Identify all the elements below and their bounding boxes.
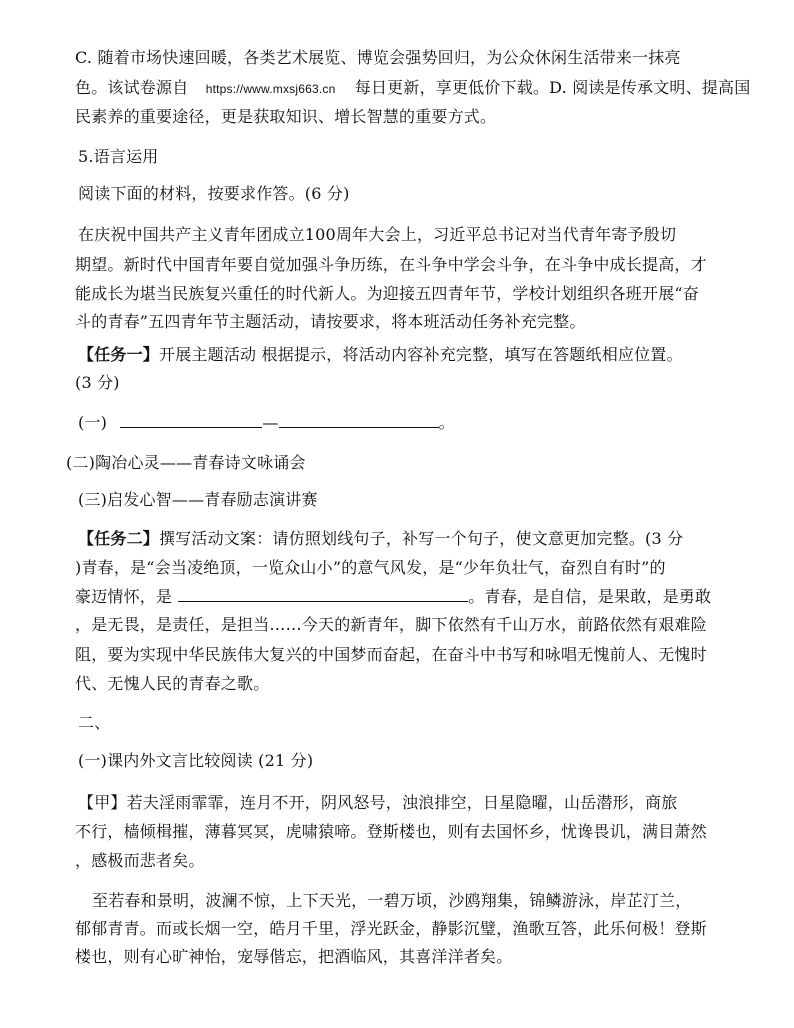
task-1-line — [78, 345, 683, 365]
passage-jia-line-3: ，感极而悲者矣。 — [75, 851, 205, 870]
passage-jia-line-6: 楼也，则有心旷神怡，宠辱偕忘，把酒临风，其喜洋洋者矣。 — [75, 947, 513, 966]
material-line-1: 在庆祝中国共产主义青年团成立100周年大会上，习近平总书记对当代青年寄予殷切 — [78, 225, 677, 244]
answer-blank-activity[interactable] — [279, 413, 439, 428]
task-1-label: 【任务一】 — [78, 345, 160, 364]
option-d-line: 民素养的重要途径，更是获取知识、增长智慧的重要方式。 — [75, 107, 497, 126]
activity-item-1-dash: — — [262, 413, 279, 432]
activity-item-1-end: 。 — [438, 413, 455, 432]
passage-jia-line-1: 【甲】若夫淫雨霏霏，连月不开，阴风怒号，浊浪排空，日星隐曜，山岳潜形，商旅 — [78, 793, 678, 812]
option-c-text: 色。该试卷源自 — [75, 78, 189, 97]
material-line-4: 斗的青春”五四青年节主题活动，请按要求，将本班活动任务补充完整。 — [75, 312, 586, 331]
option-d-text: 每日更新，享更低价下载。D. 阅读是传承文明、提高国 — [354, 78, 751, 97]
task-2-passage-line-4: 阻，要为实现中华民族伟大复兴的中国梦而奋起，在奋斗中书写和咏唱无愧前人、无愧时 — [75, 645, 707, 664]
material-line-2: 期望。新时代中国青年要自觉加强斗争历练，在斗争中学会斗争，在斗争中成长提高，才 — [75, 255, 707, 274]
answer-blank-theme[interactable] — [120, 413, 262, 428]
section-2-heading: 二、 — [78, 713, 111, 732]
section-2-subheading: (一)课内外文言比较阅读 (21 分) — [78, 751, 314, 770]
activity-item-3: (三)启发心智——青春励志演讲赛 — [78, 490, 318, 509]
task-2-passage-text-2: 。青春，是自信，是果敢，是勇敢 — [468, 587, 712, 606]
option-c-line-2 — [75, 78, 750, 98]
task-2-passage-line-5: 代、无愧人民的青春之歌。 — [75, 674, 270, 693]
task-2-passage-text: 豪迈情怀，是 — [75, 587, 173, 606]
task-1-text: 开展主题活动 根据提示，将活动内容补充完整，填写在答题纸相应位置。 — [159, 345, 683, 364]
activity-item-1-prefix: (一) — [78, 413, 108, 432]
task-2-label: 【任务二】 — [78, 529, 160, 548]
watermark-url: https://www.mxsj663.cn — [205, 82, 336, 96]
activity-item-1 — [78, 413, 455, 433]
task-2-line — [78, 529, 683, 549]
answer-blank-sentence[interactable] — [178, 587, 468, 602]
task-2-passage-line-2 — [75, 587, 711, 607]
passage-jia-line-2: 不行，樯倾楫摧，薄暮冥冥，虎啸猿啼。登斯楼也，则有去国怀乡，忧谗畏讥，满目萧然 — [75, 822, 707, 841]
task-1-score: (3 分) — [75, 373, 120, 392]
question-5-instruction: 阅读下面的材料，按要求作答。(6 分) — [78, 184, 350, 203]
material-line-3: 能成长为堪当民族复兴重任的时代新人。为迎接五四青年节，学校计划组织各班开展“奋 — [75, 284, 699, 303]
task-2-passage-line-3: ，是无畏，是责任，是担当……今天的新青年，脚下依然有千山万水，前路依然有艰难险 — [75, 615, 707, 634]
activity-item-2: (二)陶冶心灵——青春诗文咏诵会 — [66, 453, 306, 472]
passage-jia-line-4: 至若春和景明，波澜不惊，上下天光，一碧万顷，沙鸥翔集，锦鳞游泳，岸芷汀兰， — [92, 891, 692, 910]
task-2-text: 撰写活动文案：请仿照划线句子，补写一个句子，使文意更加完整。(3 分 — [159, 529, 684, 548]
question-5-title: 5.语言运用 — [78, 147, 159, 166]
option-c-line: C. 随着市场快速回暖，各类艺术展览、博览会强势回归，为公众休闲生活带来一抹亮 — [75, 48, 681, 67]
task-2-passage-line-1: )青春，是“会当凌绝顶，一览众山小”的意气风发，是“少年负壮气，奋烈自有时”的 — [75, 558, 666, 577]
passage-jia-line-5: 郁郁青青。而或长烟一空，皓月千里，浮光跃金，静影沉璧，渔歌互答，此乐何极！登斯 — [75, 919, 707, 938]
